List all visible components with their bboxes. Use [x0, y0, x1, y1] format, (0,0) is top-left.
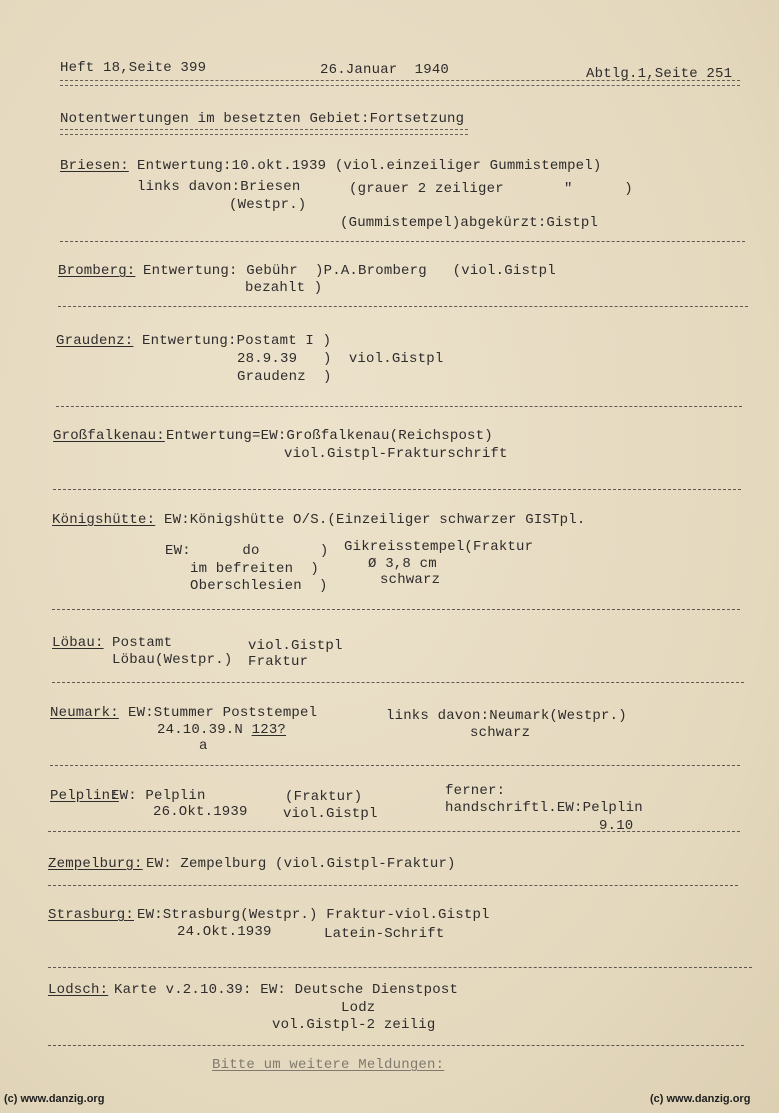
pelplin-line1c: ferner: [445, 783, 506, 799]
watermark-right: (c) www.danzig.org [650, 1093, 751, 1105]
koenigshuette-line3b: Ø 3,8 cm [368, 556, 437, 572]
pelplin-line3: 9.10 [599, 818, 634, 834]
pelplin-line2c: handschriftl.EW:Pelplin [445, 800, 643, 816]
neumark-line2b: schwarz [470, 725, 531, 741]
zempelburg-line1: EW: Zempelburg (viol.Gistpl-Fraktur) [146, 856, 456, 872]
loebau-line2b: Fraktur [248, 654, 309, 670]
title-rule [60, 129, 468, 135]
briesen-line2a: links davon:Briesen [137, 179, 301, 195]
header-right: Abtlg.1,Seite 251 [586, 66, 733, 82]
strasburg-line2b: Latein-Schrift [324, 926, 445, 942]
separator-rule [48, 831, 740, 832]
neumark-line2a [157, 722, 286, 738]
grossfalkenau-line2: viol.Gistpl-Frakturschrift [284, 446, 508, 462]
header-date: 26.Januar 1940 [320, 62, 450, 78]
graudenz-line3: Graudenz ) [237, 369, 332, 385]
watermark-left: (c) www.danzig.org [4, 1093, 105, 1105]
graudenz-line2: 28.9.39 ) viol.Gistpl [237, 351, 444, 367]
graudenz-line1: Entwertung:Postamt I ) [142, 333, 332, 349]
lodsch-line1: Karte v.2.10.39: EW: Deutsche Dienstpost [114, 982, 459, 998]
strasburg-line2a: 24.Okt.1939 [177, 924, 272, 940]
pelplin-line1a: EW: Pelplin [111, 788, 206, 804]
loebau-line1b: viol.Gistpl [248, 638, 343, 654]
pelplin-line2b: viol.Gistpl [283, 806, 378, 822]
entry-name-grossfalkenau: Großfalkenau: [53, 428, 165, 444]
entry-name-loebau: Löbau: [52, 635, 104, 651]
entry-name-neumark: Neumark: [50, 705, 119, 721]
neumark-line3: a [199, 738, 208, 754]
header-rule [60, 80, 740, 86]
strasburg-line1: EW:Strasburg(Westpr.) Fraktur-viol.Gistpl [137, 907, 490, 923]
briesen-line4: (Gummistempel)abgekürzt:Gistpl [340, 215, 599, 231]
koenigshuette-line4a: Oberschlesien ) [190, 578, 328, 594]
neumark-line1a: EW:Stummer Poststempel [128, 705, 318, 721]
separator-rule [60, 241, 745, 242]
page-title: Notentwertungen im besetzten Gebiet:Fortsetzung [60, 111, 465, 127]
entry-name-zempelburg: Zempelburg: [48, 856, 143, 872]
separator-rule [53, 489, 741, 490]
separator-rule [48, 1045, 744, 1046]
separator-rule [56, 406, 742, 407]
neumark-line1b: links davon:Neumark(Westpr.) [386, 708, 627, 724]
entry-name-pelplin: Pelplin: [50, 788, 119, 804]
bromberg-line1: Entwertung: Gebühr )P.A.Bromberg (viol.Gistpl [143, 263, 556, 279]
entry-name-graudenz: Graudenz: [56, 333, 134, 349]
separator-rule [52, 609, 740, 610]
separator-rule [58, 306, 748, 307]
koenigshuette-line1: EW:Königshütte O/S.(Einzeiliger schwarzer GISTpl. [164, 512, 586, 528]
briesen-line3: (Westpr.) [229, 197, 307, 213]
loebau-line2a: Löbau(Westpr.) [112, 652, 233, 668]
entry-name-briesen: Briesen: [60, 158, 129, 174]
separator-rule [48, 885, 738, 886]
separator-rule [50, 765, 740, 766]
koenigshuette-line2a: EW: do ) [165, 543, 329, 559]
grossfalkenau-line1: Entwertung=EW:Großfalkenau(Reichspost) [166, 428, 493, 444]
koenigshuette-line3a: im befreiten ) [190, 561, 320, 577]
loebau-line1a: Postamt [112, 635, 173, 651]
bromberg-line2: bezahlt ) [245, 280, 323, 296]
briesen-line1: Entwertung:10.okt.1939 (viol.einzeiliger Gummistempel) [137, 158, 602, 174]
entry-name-strasburg: Strasburg: [48, 907, 135, 923]
pelplin-line2a: 26.Okt.1939 [153, 804, 248, 820]
lodsch-line2: Lodz [341, 1000, 376, 1016]
entry-name-lodsch: Lodsch: [48, 982, 109, 998]
lodsch-line3: vol.Gistpl-2 zeilig [272, 1017, 436, 1033]
neumark-number: 123? [251, 722, 287, 738]
separator-rule [48, 967, 752, 968]
entry-name-bromberg: Bromberg: [58, 263, 136, 279]
koenigshuette-line4b: schwarz [380, 572, 441, 588]
koenigshuette-line2b: Gikreisstempel(Fraktur [344, 539, 534, 555]
neumark-date: 24.10.39.N [157, 722, 252, 738]
entry-name-koenigshuette: Königshütte: [52, 512, 156, 528]
pelplin-line1b: (Fraktur) [285, 789, 363, 805]
footer-note: Bitte um weitere Meldungen: [212, 1057, 445, 1073]
separator-rule [52, 682, 744, 683]
briesen-line2b: (grauer 2 zeiliger " ) [349, 181, 633, 197]
header-left: Heft 18,Seite 399 [60, 60, 207, 76]
